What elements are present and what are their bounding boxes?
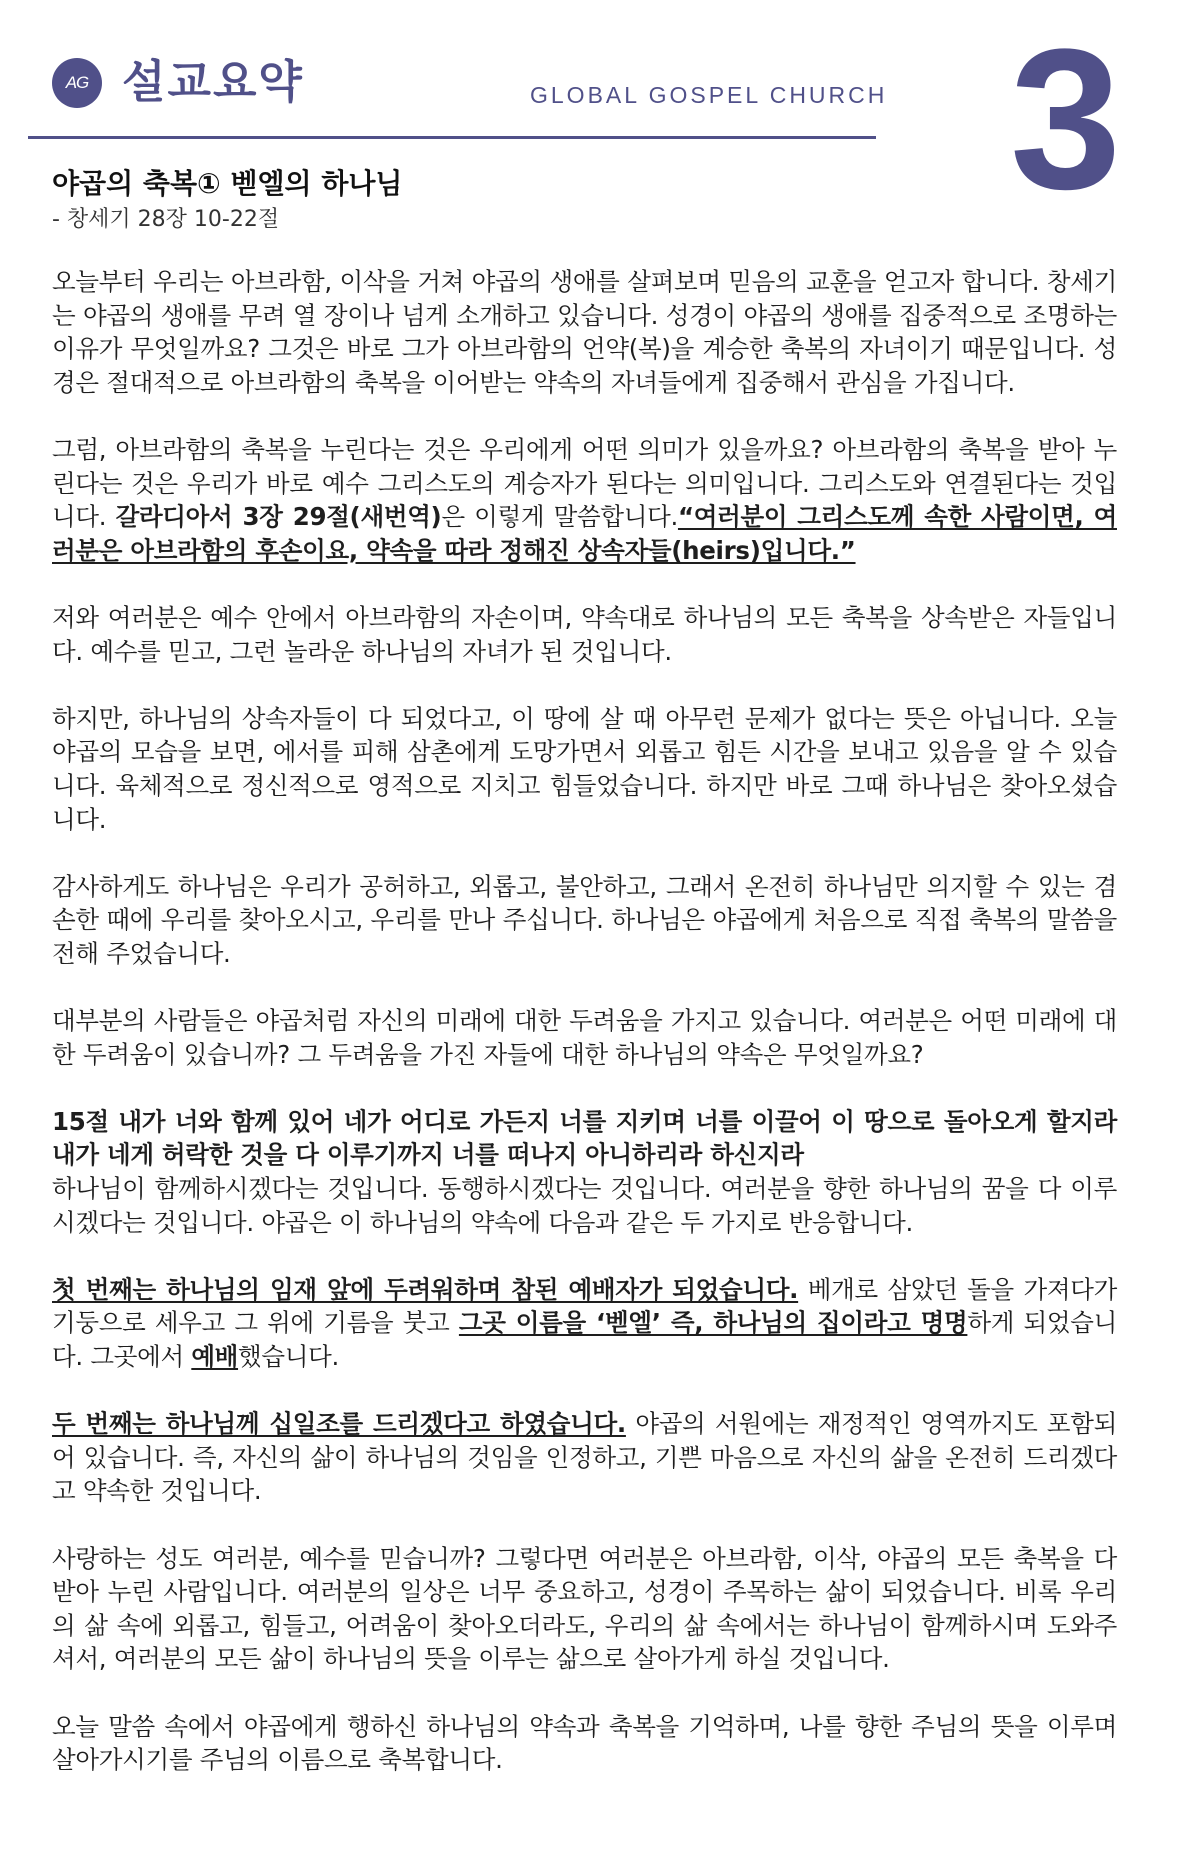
paragraph-8-text-3: 했습니다.: [238, 1342, 340, 1371]
worship-word: 예배: [191, 1342, 239, 1371]
paragraph-8-text: 베개로 삼았던 돌을 가져다가 기둥으로 세우고 그 위에 기름을 붓고: [52, 1274, 1118, 1338]
second-response-heading: 두 번째는 하나님께 십일조를 드리겠다고 하였습니다.: [52, 1409, 626, 1439]
bethel-naming: 그곳 이름을 ‘벧엘’ 즉, 하나님의 집이라고 명명: [458, 1308, 968, 1338]
paragraph-11: 오늘 말씀 속에서 야곱에게 행하신 하나님의 약속과 축복을 기억하며, 나를 향한 주님의 뜻을 이루며 살아가시기를 주님의 이름으로 축복합니다.: [52, 1711, 1117, 1775]
church-name: GLOBAL GOSPEL CHURCH: [530, 82, 888, 108]
first-response-heading: 첫 번째는 하나님의 임재 앞에 두려워하며 참된 예배자가 되었습니다.: [52, 1274, 799, 1304]
paragraph-5: 감사하게도 하나님은 우리가 공허하고, 외롭고, 불안하고, 그래서 온전히 하나님만 의지할 수 있는 겸손한 때에 우리를 찾아오시고, 우리를 만나 주십니다. 하나님은 야곱에게 처음으로 직접 축복의 말씀을 전해 주었습니다.: [52, 871, 1117, 968]
paragraph-7-text: 하나님이 함께하시겠다는 것입니다. 동행하시겠다는 것입니다. 여러분을 향한 하나님의 꿈을 다 이루시겠다는 것입니다. 야곱은 이 하나님의 약속에 다음과 같은 두 가지로 반응합니다.: [52, 1174, 1117, 1237]
paragraph-2-text: 그럼, 아브라함의 축복을 누린다는 것은 우리에게 어떤 의미가 있을까요? 아브라함의 축복을 받아 누린다는 것은 우리가 바로 예수 그리스도의 계승자가 된다는 의미입니다. 그리스도와 연결된다는 것입니다.: [52, 434, 1117, 532]
paragraph-2: [52, 433, 1117, 567]
paragraph-9-text: 야곱의 서원에는 재정적인 영역까지도 포함되어 있습니다. 즉, 자신의 삶이 하나님의 것임을 인정하고, 기쁜 마음으로 자신의 삶을 온전히 드리겠다고 약속한 것입니다.: [52, 1409, 1117, 1506]
logo-text: AG: [65, 73, 89, 92]
sermon-body: [52, 265, 1117, 1810]
paragraph-1: 오늘부터 우리는 아브라함, 이삭을 거쳐 야곱의 생애를 살펴보며 믿음의 교훈을 얻고자 합니다. 창세기는 야곱의 생애를 무려 열 장이나 넘게 소개하고 있습니다. 성경이 야곱의 생애를 집중적으로 조명하는 이유가 무엇일까요? 그것은 바로 그가 아브라함의 언약(복)을 계승한 축복의 자녀이기 때문입니다. 성경은 절대적으로 아브라함의 축복을 이어받는 약속의 자녀들에게 집중해서 관심을 가집니다.: [52, 267, 1117, 397]
paragraph-2-text-2: 은 이렇게 말씀합니다.: [441, 502, 678, 532]
paragraph-8-text-2: 하게 되었습니다. 그곳에서: [52, 1308, 1117, 1371]
paragraph-8: [52, 1273, 1117, 1374]
paragraph-6: 대부분의 사람들은 야곱처럼 자신의 미래에 대한 두려움을 가지고 있습니다. 여러분은 어떤 미래에 대한 두려움이 있습니까? 그 두려움을 가진 자들에 대한 하나님의 약속은 무엇일까요?: [52, 1006, 1117, 1069]
bulletin-title: 설교요약: [122, 55, 304, 108]
paragraph-10: 사랑하는 성도 여러분, 예수를 믿습니까? 그렇다면 여러분은 아브라함, 이삭, 야곱의 모든 축복을 다 받아 누린 사람입니다. 여러분의 일상은 너무 중요하고, 성경이 주목하는 삶이 되었습니다. 비록 우리의 삶 속에 외롭고, 힘들고, 어려움이 찾아오더라도, 우리의 삶 속에서는 하나님이 함께하시며 도와주셔서, 여러분의 모든 삶이 하나님의 뜻을 이루는 삶으로 살아가게 하실 것입니다.: [52, 1543, 1117, 1674]
church-logo-icon: [52, 58, 102, 108]
paragraph-3: 저와 여러분은 예수 안에서 아브라함의 자손이며, 약속대로 하나님의 모든 축복을 상속받은 자들입니다. 예수를 믿고, 그런 놀라운 하나님의 자녀가 된 것입니다.: [52, 602, 1117, 666]
scripture-reference: - 창세기 28장 10-22절: [52, 207, 280, 232]
sermon-title: 야곱의 축복① 벧엘의 하나님: [52, 167, 403, 200]
verse-15: 15절 내가 너와 함께 있어 네가 어디로 가든지 너를 지키며 너를 이끌어 이 땅으로 돌아오게 할지라 내가 네게 허락한 것을 다 이루기까지 너를 떠나지 아니하리라 하신지라: [52, 1106, 1117, 1170]
scripture-quote: “여러분이 그리스도께 속한 사람이면, 여러분은 아브라함의 후손이요, 약속을 따라 정해진 상속자들(heirs)입니다.”: [52, 502, 1117, 565]
header-divider: [28, 136, 876, 139]
scripture-citation: 갈라디아서 3장 29절(새번역): [115, 502, 442, 532]
paragraph-4: 하지만, 하나님의 상속자들이 다 되었다고, 이 땅에 살 때 아무런 문제가 없다는 뜻은 아닙니다. 오늘 야곱의 모습을 보면, 에서를 피해 삼촌에게 도망가면서 외롭고 힘든 시간을 보내고 있음을 알 수 있습니다. 육체적으로 정신적으로 영적으로 지치고 힘들었습니다. 하지만 바로 그때 하나님은 찾아오셨습니다.: [52, 703, 1117, 834]
paragraph-9: [52, 1407, 1117, 1508]
paragraph-7: [52, 1105, 1117, 1239]
issue-number: 3: [1010, 8, 1118, 231]
